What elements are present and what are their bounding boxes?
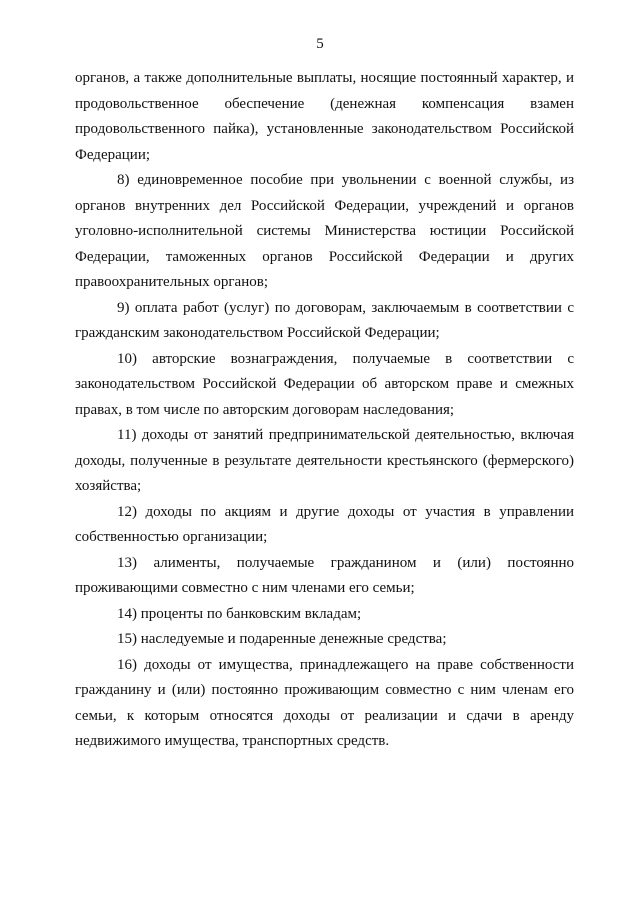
paragraph-item-9: 9) оплата работ (услуг) по договорам, заключаемым в соответствии с гражданским законодательством Российской Федерации; — [75, 299, 574, 341]
paragraph-item-16: 16) доходы от имущества, принадлежащего на праве собственности гражданину и (или) постоянно проживающим совместно с ним членам его семьи, к которым относятся доходы от реализации и сдачи в аренду недвижимого имущества, транспортных средств. — [75, 656, 574, 749]
document-body — [75, 66, 574, 755]
paragraph-item-8: 8) единовременное пособие при увольнении с военной службы, из органов внутренних дел Российской Федерации, учреждений и органов уголовно-исполнительной системы Министерства юстиции Российской Федерации, таможенных органов Российской Федерации и других правоохранительных органов; — [75, 172, 574, 290]
paragraph-item-12: 12) доходы по акциям и другие доходы от участия в управлении собственностью организации; — [75, 503, 574, 545]
paragraph-item-13: 13) алименты, получаемые гражданином и (или) постоянно проживающими совместно с ним членами его семьи; — [75, 554, 574, 596]
paragraph-item-11: 11) доходы от занятий предпринимательской деятельностью, включая доходы, полученные в результате деятельности крестьянского (фермерского) хозяйства; — [75, 427, 574, 494]
paragraph-item-14: 14) проценты по банковским вкладам; — [117, 605, 362, 622]
page-number: 5 — [316, 36, 324, 52]
paragraph-item-15: 15) наследуемые и подаренные денежные средства; — [117, 631, 447, 647]
paragraph-continuation: органов, а также дополнительные выплаты, носящие постоянный характер, и продовольственное обеспечение (денежная компенсация взамен продовольственного пайка), установленные законодательством Российской Федерации; — [75, 70, 574, 163]
paragraph-item-10: 10) авторские вознаграждения, получаемые в соответствии с законодательством Российской Федерации об авторском праве и смежных правах, в том числе по авторским договорам наследования; — [75, 350, 574, 418]
